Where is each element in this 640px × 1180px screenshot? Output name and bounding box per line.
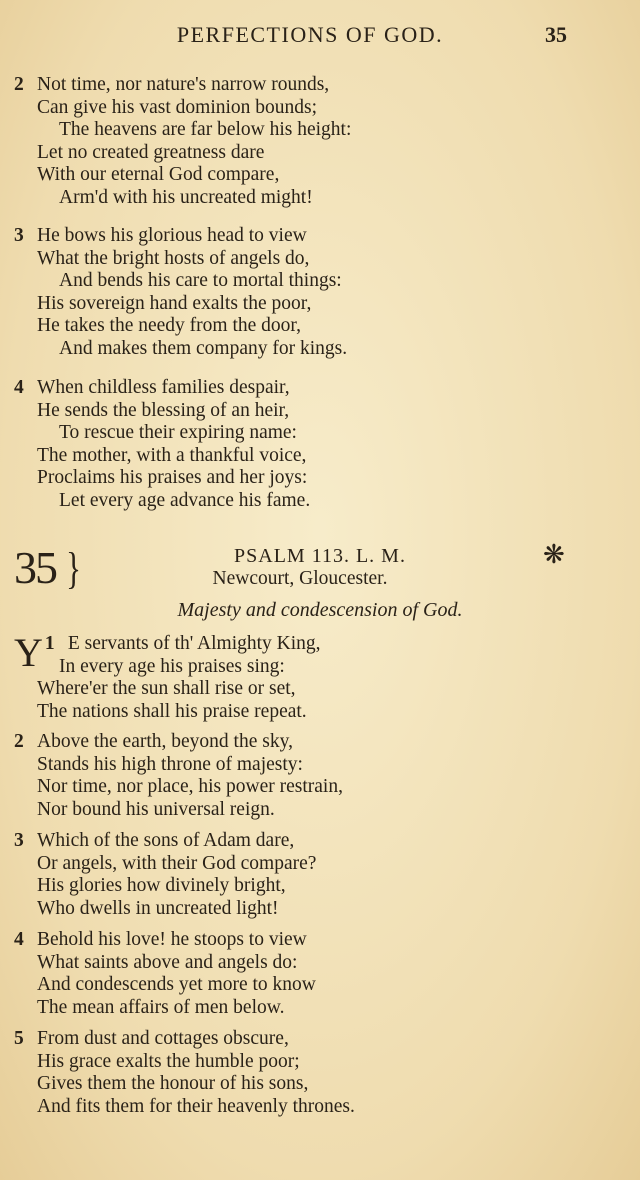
verse-line: Let no created greatness dare (37, 141, 265, 163)
verse-line: What the bright hosts of angels do, (37, 247, 310, 269)
hymn-number: 35 (14, 542, 56, 593)
verse-line: 2 Above the earth, beyond the sky, (14, 731, 293, 752)
verse-line: 1 Y E servants of th' Almighty King, (14, 630, 321, 675)
stanza-number: 3 (14, 225, 24, 246)
stanza-number: 5 (14, 1028, 24, 1049)
verse-line: With our eternal God compare, (37, 164, 280, 186)
prev-stanza-3 (14, 225, 630, 361)
verse-line: 2 Not time, nor nature's narrow rounds, (14, 74, 330, 95)
verse-line: Nor bound his universal reign. (37, 798, 275, 820)
verse-line: Can give his vast dominion bounds; (37, 96, 318, 118)
stanza-number: 4 (14, 929, 24, 950)
asterism-icon: ❋ (543, 540, 565, 570)
prev-stanza-2 (14, 74, 630, 210)
verse-line: What saints above and angels do: (37, 951, 298, 973)
verse-line: Nor time, nor place, his power restrain, (37, 776, 343, 798)
verse-line: Arm'd with his uncreated might! (59, 186, 313, 208)
verse-line: 3 Which of the sons of Adam dare, (14, 830, 295, 851)
verse-line: Gives them the honour of his sons, (37, 1073, 309, 1095)
verse-line: And bends his care to mortal things: (59, 270, 342, 292)
verse-line: 5 From dust and cottages obscure, (14, 1028, 289, 1049)
verse-line: Let every age advance his fame. (59, 489, 311, 511)
verse-line: And fits them for their heavenly thrones. (37, 1095, 355, 1117)
verse-line: In every age his praises sing: (59, 655, 285, 677)
running-title: PERFECTIONS OF GOD. (176, 22, 444, 47)
verse-line: The mother, with a thankful voice, (37, 444, 307, 466)
drop-cap: Y (14, 630, 43, 675)
stanza-number: 2 (14, 74, 24, 95)
hymn-stanza-1 (14, 630, 630, 723)
verse-line: To rescue their expiring name: (59, 422, 297, 444)
verse-line: And condescends yet more to know (37, 974, 316, 996)
verse-line: And makes them company for kings. (59, 337, 348, 359)
verse-line: Where'er the sun shall rise or set, (37, 678, 296, 700)
verse-line: His grace exalts the humble poor; (37, 1050, 300, 1072)
verse-line: The nations shall his praise repeat. (37, 700, 307, 722)
hymn-subtitle: Majesty and condescension of God. (177, 599, 463, 621)
verse-line: 3 He bows his glorious head to view (14, 225, 307, 246)
hymn-stanza-2 (14, 731, 630, 821)
verse-line: His sovereign hand exalts the poor, (37, 292, 312, 314)
stanza-number: 3 (14, 830, 24, 851)
verse-line: He takes the needy from the door, (37, 315, 302, 337)
verse-line: Stands his high throne of majesty: (37, 753, 303, 775)
stanza-number: 1 (44, 633, 55, 654)
verse-line: His glories how divinely bright, (37, 875, 286, 897)
stanza-number: 4 (14, 377, 24, 398)
verse-line: Who dwells in uncreated light! (37, 897, 279, 919)
prev-stanza-4 (14, 377, 630, 513)
verse-line: 4 Behold his love! he stoops to view (14, 929, 307, 950)
verse-line: Proclaims his praises and her joys: (37, 467, 308, 489)
hymn-stanza-3 (14, 830, 630, 920)
hymn-brace: } (66, 544, 81, 593)
verse-line: The mean affairs of men below. (37, 996, 285, 1018)
verse-line: Or angels, with their God compare? (37, 852, 317, 874)
stanza-number: 2 (14, 731, 24, 752)
verse-line: The heavens are far below his height: (59, 119, 352, 141)
verse-line: 4 When childless families despair, (14, 377, 290, 398)
tune-names: Newcourt, Gloucester. (212, 568, 388, 589)
hymn-stanza-5 (14, 1028, 630, 1118)
psalm-title: PSALM 113. L. M. (234, 545, 406, 567)
hymn-stanza-4 (14, 929, 630, 1019)
page-number: 35 (545, 22, 567, 47)
verse-line: He sends the blessing of an heir, (37, 399, 290, 421)
